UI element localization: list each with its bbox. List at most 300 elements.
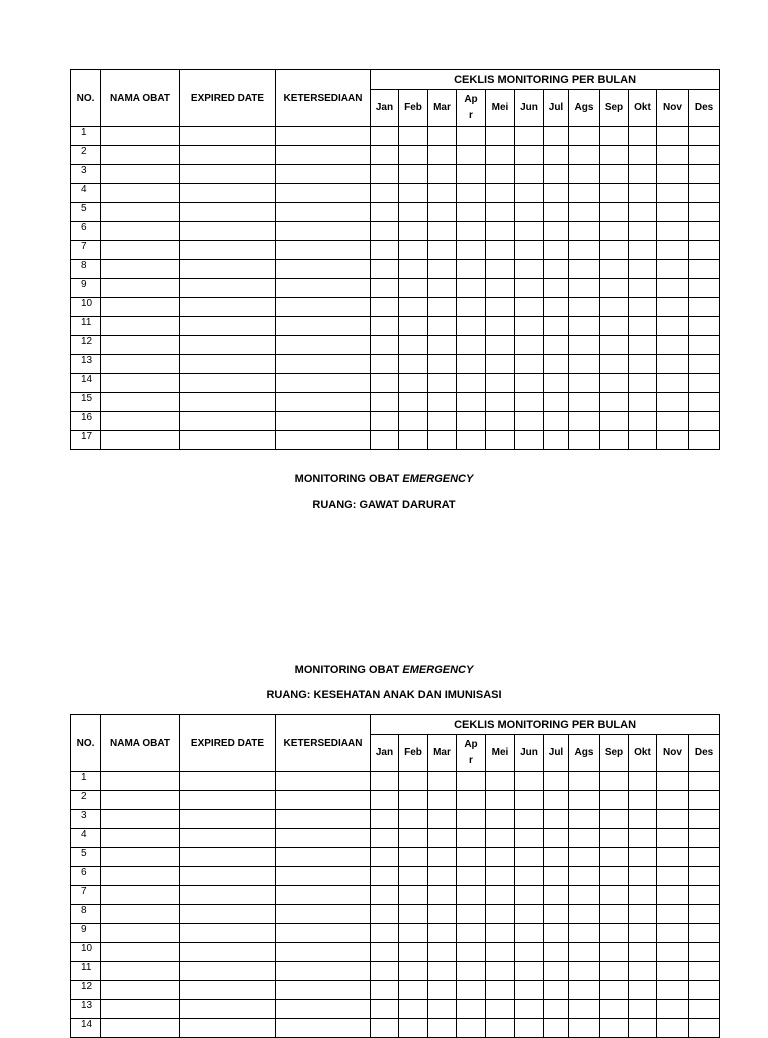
check-cell[interactable] (629, 355, 657, 374)
input-cell[interactable] (180, 336, 276, 355)
check-cell[interactable] (371, 943, 399, 962)
check-cell[interactable] (689, 374, 720, 393)
check-cell[interactable] (569, 905, 600, 924)
input-cell[interactable] (101, 791, 180, 810)
check-cell[interactable] (600, 981, 629, 1000)
check-cell[interactable] (629, 810, 657, 829)
check-cell[interactable] (371, 867, 399, 886)
check-cell[interactable] (600, 241, 629, 260)
check-cell[interactable] (515, 1000, 544, 1019)
check-cell[interactable] (569, 431, 600, 450)
check-cell[interactable] (371, 886, 399, 905)
input-cell[interactable] (180, 962, 276, 981)
check-cell[interactable] (657, 431, 689, 450)
check-cell[interactable] (486, 412, 515, 431)
check-cell[interactable] (515, 431, 544, 450)
check-cell[interactable] (515, 848, 544, 867)
input-cell[interactable] (180, 867, 276, 886)
check-cell[interactable] (569, 146, 600, 165)
input-cell[interactable] (276, 791, 371, 810)
input-cell[interactable] (180, 374, 276, 393)
check-cell[interactable] (457, 355, 486, 374)
input-cell[interactable] (276, 886, 371, 905)
input-cell[interactable] (276, 810, 371, 829)
check-cell[interactable] (457, 317, 486, 336)
check-cell[interactable] (657, 412, 689, 431)
check-cell[interactable] (457, 374, 486, 393)
check-cell[interactable] (569, 829, 600, 848)
check-cell[interactable] (569, 279, 600, 298)
check-cell[interactable] (428, 924, 457, 943)
check-cell[interactable] (457, 222, 486, 241)
check-cell[interactable] (657, 184, 689, 203)
check-cell[interactable] (689, 222, 720, 241)
check-cell[interactable] (371, 431, 399, 450)
check-cell[interactable] (371, 412, 399, 431)
check-cell[interactable] (629, 317, 657, 336)
check-cell[interactable] (371, 393, 399, 412)
check-cell[interactable] (569, 867, 600, 886)
input-cell[interactable] (276, 1019, 371, 1038)
check-cell[interactable] (689, 241, 720, 260)
check-cell[interactable] (689, 924, 720, 943)
check-cell[interactable] (428, 374, 457, 393)
check-cell[interactable] (486, 943, 515, 962)
check-cell[interactable] (399, 203, 428, 222)
check-cell[interactable] (600, 222, 629, 241)
check-cell[interactable] (515, 886, 544, 905)
check-cell[interactable] (569, 943, 600, 962)
check-cell[interactable] (457, 298, 486, 317)
check-cell[interactable] (371, 184, 399, 203)
input-cell[interactable] (101, 298, 180, 317)
input-cell[interactable] (180, 146, 276, 165)
check-cell[interactable] (629, 146, 657, 165)
check-cell[interactable] (486, 1019, 515, 1038)
check-cell[interactable] (600, 943, 629, 962)
input-cell[interactable] (101, 829, 180, 848)
check-cell[interactable] (428, 241, 457, 260)
check-cell[interactable] (371, 1019, 399, 1038)
check-cell[interactable] (689, 886, 720, 905)
check-cell[interactable] (399, 317, 428, 336)
check-cell[interactable] (371, 146, 399, 165)
check-cell[interactable] (428, 1019, 457, 1038)
check-cell[interactable] (629, 374, 657, 393)
input-cell[interactable] (276, 393, 371, 412)
check-cell[interactable] (399, 336, 428, 355)
check-cell[interactable] (689, 848, 720, 867)
check-cell[interactable] (428, 279, 457, 298)
check-cell[interactable] (689, 184, 720, 203)
check-cell[interactable] (600, 336, 629, 355)
check-cell[interactable] (689, 791, 720, 810)
check-cell[interactable] (544, 146, 569, 165)
check-cell[interactable] (428, 222, 457, 241)
check-cell[interactable] (457, 165, 486, 184)
check-cell[interactable] (371, 260, 399, 279)
check-cell[interactable] (689, 317, 720, 336)
check-cell[interactable] (457, 810, 486, 829)
input-cell[interactable] (101, 848, 180, 867)
check-cell[interactable] (569, 1000, 600, 1019)
check-cell[interactable] (544, 791, 569, 810)
check-cell[interactable] (689, 867, 720, 886)
check-cell[interactable] (371, 222, 399, 241)
input-cell[interactable] (276, 317, 371, 336)
input-cell[interactable] (276, 981, 371, 1000)
check-cell[interactable] (399, 1019, 428, 1038)
check-cell[interactable] (486, 222, 515, 241)
check-cell[interactable] (657, 355, 689, 374)
check-cell[interactable] (569, 810, 600, 829)
check-cell[interactable] (457, 393, 486, 412)
check-cell[interactable] (569, 412, 600, 431)
check-cell[interactable] (657, 127, 689, 146)
check-cell[interactable] (569, 336, 600, 355)
check-cell[interactable] (486, 355, 515, 374)
check-cell[interactable] (457, 203, 486, 222)
check-cell[interactable] (486, 127, 515, 146)
check-cell[interactable] (600, 1019, 629, 1038)
check-cell[interactable] (399, 279, 428, 298)
check-cell[interactable] (569, 393, 600, 412)
check-cell[interactable] (399, 355, 428, 374)
check-cell[interactable] (457, 791, 486, 810)
input-cell[interactable] (276, 260, 371, 279)
check-cell[interactable] (657, 317, 689, 336)
check-cell[interactable] (486, 924, 515, 943)
check-cell[interactable] (515, 943, 544, 962)
check-cell[interactable] (689, 829, 720, 848)
input-cell[interactable] (180, 431, 276, 450)
check-cell[interactable] (399, 298, 428, 317)
check-cell[interactable] (371, 374, 399, 393)
check-cell[interactable] (629, 127, 657, 146)
check-cell[interactable] (689, 1000, 720, 1019)
check-cell[interactable] (457, 127, 486, 146)
check-cell[interactable] (399, 791, 428, 810)
check-cell[interactable] (428, 184, 457, 203)
check-cell[interactable] (428, 298, 457, 317)
input-cell[interactable] (180, 1000, 276, 1019)
check-cell[interactable] (515, 772, 544, 791)
check-cell[interactable] (371, 355, 399, 374)
check-cell[interactable] (399, 829, 428, 848)
check-cell[interactable] (399, 810, 428, 829)
check-cell[interactable] (689, 393, 720, 412)
check-cell[interactable] (371, 298, 399, 317)
check-cell[interactable] (600, 203, 629, 222)
check-cell[interactable] (399, 772, 428, 791)
input-cell[interactable] (276, 222, 371, 241)
check-cell[interactable] (569, 848, 600, 867)
check-cell[interactable] (600, 412, 629, 431)
input-cell[interactable] (101, 943, 180, 962)
check-cell[interactable] (428, 336, 457, 355)
check-cell[interactable] (600, 772, 629, 791)
check-cell[interactable] (486, 791, 515, 810)
check-cell[interactable] (399, 924, 428, 943)
input-cell[interactable] (180, 905, 276, 924)
check-cell[interactable] (371, 791, 399, 810)
input-cell[interactable] (101, 867, 180, 886)
input-cell[interactable] (180, 127, 276, 146)
check-cell[interactable] (457, 260, 486, 279)
check-cell[interactable] (600, 431, 629, 450)
input-cell[interactable] (276, 146, 371, 165)
check-cell[interactable] (486, 810, 515, 829)
check-cell[interactable] (629, 924, 657, 943)
check-cell[interactable] (486, 886, 515, 905)
check-cell[interactable] (428, 886, 457, 905)
check-cell[interactable] (428, 962, 457, 981)
check-cell[interactable] (457, 867, 486, 886)
input-cell[interactable] (276, 1000, 371, 1019)
check-cell[interactable] (629, 203, 657, 222)
check-cell[interactable] (600, 810, 629, 829)
check-cell[interactable] (371, 127, 399, 146)
check-cell[interactable] (486, 279, 515, 298)
input-cell[interactable] (180, 317, 276, 336)
check-cell[interactable] (600, 962, 629, 981)
check-cell[interactable] (399, 146, 428, 165)
check-cell[interactable] (600, 260, 629, 279)
input-cell[interactable] (101, 336, 180, 355)
check-cell[interactable] (371, 279, 399, 298)
check-cell[interactable] (428, 127, 457, 146)
check-cell[interactable] (689, 412, 720, 431)
check-cell[interactable] (515, 165, 544, 184)
check-cell[interactable] (428, 943, 457, 962)
check-cell[interactable] (544, 810, 569, 829)
check-cell[interactable] (657, 241, 689, 260)
input-cell[interactable] (101, 772, 180, 791)
input-cell[interactable] (276, 412, 371, 431)
check-cell[interactable] (657, 1019, 689, 1038)
check-cell[interactable] (457, 1019, 486, 1038)
check-cell[interactable] (457, 431, 486, 450)
check-cell[interactable] (629, 260, 657, 279)
check-cell[interactable] (371, 829, 399, 848)
check-cell[interactable] (399, 1000, 428, 1019)
check-cell[interactable] (515, 241, 544, 260)
input-cell[interactable] (101, 222, 180, 241)
check-cell[interactable] (544, 393, 569, 412)
check-cell[interactable] (371, 1000, 399, 1019)
input-cell[interactable] (180, 222, 276, 241)
check-cell[interactable] (629, 867, 657, 886)
check-cell[interactable] (600, 1000, 629, 1019)
check-cell[interactable] (569, 241, 600, 260)
check-cell[interactable] (600, 279, 629, 298)
check-cell[interactable] (629, 393, 657, 412)
check-cell[interactable] (569, 924, 600, 943)
input-cell[interactable] (180, 1019, 276, 1038)
check-cell[interactable] (657, 1000, 689, 1019)
check-cell[interactable] (569, 374, 600, 393)
input-cell[interactable] (180, 355, 276, 374)
check-cell[interactable] (600, 791, 629, 810)
check-cell[interactable] (657, 222, 689, 241)
check-cell[interactable] (600, 829, 629, 848)
check-cell[interactable] (544, 184, 569, 203)
check-cell[interactable] (569, 222, 600, 241)
check-cell[interactable] (629, 829, 657, 848)
input-cell[interactable] (276, 943, 371, 962)
check-cell[interactable] (515, 962, 544, 981)
check-cell[interactable] (629, 184, 657, 203)
check-cell[interactable] (399, 374, 428, 393)
check-cell[interactable] (428, 203, 457, 222)
check-cell[interactable] (569, 772, 600, 791)
check-cell[interactable] (515, 924, 544, 943)
input-cell[interactable] (180, 791, 276, 810)
check-cell[interactable] (569, 317, 600, 336)
input-cell[interactable] (101, 981, 180, 1000)
check-cell[interactable] (371, 165, 399, 184)
input-cell[interactable] (276, 336, 371, 355)
check-cell[interactable] (600, 184, 629, 203)
check-cell[interactable] (629, 886, 657, 905)
check-cell[interactable] (629, 962, 657, 981)
check-cell[interactable] (544, 241, 569, 260)
check-cell[interactable] (544, 165, 569, 184)
check-cell[interactable] (486, 1000, 515, 1019)
check-cell[interactable] (600, 165, 629, 184)
check-cell[interactable] (515, 393, 544, 412)
check-cell[interactable] (371, 924, 399, 943)
check-cell[interactable] (657, 336, 689, 355)
check-cell[interactable] (486, 393, 515, 412)
input-cell[interactable] (101, 1019, 180, 1038)
check-cell[interactable] (544, 203, 569, 222)
check-cell[interactable] (629, 336, 657, 355)
check-cell[interactable] (486, 298, 515, 317)
check-cell[interactable] (399, 412, 428, 431)
check-cell[interactable] (544, 336, 569, 355)
check-cell[interactable] (600, 848, 629, 867)
check-cell[interactable] (689, 355, 720, 374)
check-cell[interactable] (689, 260, 720, 279)
check-cell[interactable] (689, 431, 720, 450)
check-cell[interactable] (515, 981, 544, 1000)
check-cell[interactable] (657, 393, 689, 412)
check-cell[interactable] (515, 260, 544, 279)
input-cell[interactable] (180, 279, 276, 298)
check-cell[interactable] (486, 260, 515, 279)
input-cell[interactable] (101, 317, 180, 336)
input-cell[interactable] (276, 867, 371, 886)
check-cell[interactable] (399, 431, 428, 450)
check-cell[interactable] (629, 298, 657, 317)
input-cell[interactable] (101, 355, 180, 374)
input-cell[interactable] (276, 905, 371, 924)
check-cell[interactable] (689, 905, 720, 924)
check-cell[interactable] (600, 393, 629, 412)
check-cell[interactable] (657, 772, 689, 791)
input-cell[interactable] (101, 924, 180, 943)
check-cell[interactable] (629, 943, 657, 962)
check-cell[interactable] (569, 355, 600, 374)
check-cell[interactable] (515, 298, 544, 317)
check-cell[interactable] (544, 962, 569, 981)
check-cell[interactable] (544, 867, 569, 886)
check-cell[interactable] (399, 886, 428, 905)
check-cell[interactable] (371, 772, 399, 791)
check-cell[interactable] (515, 829, 544, 848)
check-cell[interactable] (457, 184, 486, 203)
check-cell[interactable] (544, 127, 569, 146)
check-cell[interactable] (457, 981, 486, 1000)
check-cell[interactable] (428, 1000, 457, 1019)
check-cell[interactable] (457, 848, 486, 867)
check-cell[interactable] (689, 336, 720, 355)
check-cell[interactable] (544, 924, 569, 943)
check-cell[interactable] (657, 165, 689, 184)
check-cell[interactable] (657, 374, 689, 393)
check-cell[interactable] (629, 431, 657, 450)
input-cell[interactable] (180, 772, 276, 791)
check-cell[interactable] (689, 772, 720, 791)
check-cell[interactable] (515, 867, 544, 886)
check-cell[interactable] (544, 412, 569, 431)
check-cell[interactable] (544, 431, 569, 450)
input-cell[interactable] (101, 260, 180, 279)
check-cell[interactable] (600, 127, 629, 146)
check-cell[interactable] (486, 981, 515, 1000)
check-cell[interactable] (600, 374, 629, 393)
check-cell[interactable] (457, 336, 486, 355)
check-cell[interactable] (428, 772, 457, 791)
check-cell[interactable] (689, 943, 720, 962)
check-cell[interactable] (399, 962, 428, 981)
input-cell[interactable] (276, 184, 371, 203)
check-cell[interactable] (629, 791, 657, 810)
check-cell[interactable] (486, 241, 515, 260)
check-cell[interactable] (544, 260, 569, 279)
check-cell[interactable] (629, 412, 657, 431)
input-cell[interactable] (276, 165, 371, 184)
input-cell[interactable] (180, 943, 276, 962)
input-cell[interactable] (276, 241, 371, 260)
check-cell[interactable] (629, 981, 657, 1000)
check-cell[interactable] (428, 791, 457, 810)
check-cell[interactable] (569, 886, 600, 905)
input-cell[interactable] (101, 241, 180, 260)
check-cell[interactable] (486, 772, 515, 791)
input-cell[interactable] (180, 298, 276, 317)
check-cell[interactable] (569, 791, 600, 810)
check-cell[interactable] (569, 127, 600, 146)
check-cell[interactable] (371, 810, 399, 829)
check-cell[interactable] (629, 1000, 657, 1019)
input-cell[interactable] (180, 886, 276, 905)
check-cell[interactable] (629, 165, 657, 184)
check-cell[interactable] (544, 772, 569, 791)
check-cell[interactable] (629, 241, 657, 260)
check-cell[interactable] (657, 886, 689, 905)
input-cell[interactable] (276, 203, 371, 222)
input-cell[interactable] (276, 431, 371, 450)
check-cell[interactable] (629, 222, 657, 241)
check-cell[interactable] (569, 298, 600, 317)
check-cell[interactable] (457, 924, 486, 943)
check-cell[interactable] (544, 222, 569, 241)
check-cell[interactable] (657, 905, 689, 924)
input-cell[interactable] (276, 374, 371, 393)
check-cell[interactable] (657, 791, 689, 810)
